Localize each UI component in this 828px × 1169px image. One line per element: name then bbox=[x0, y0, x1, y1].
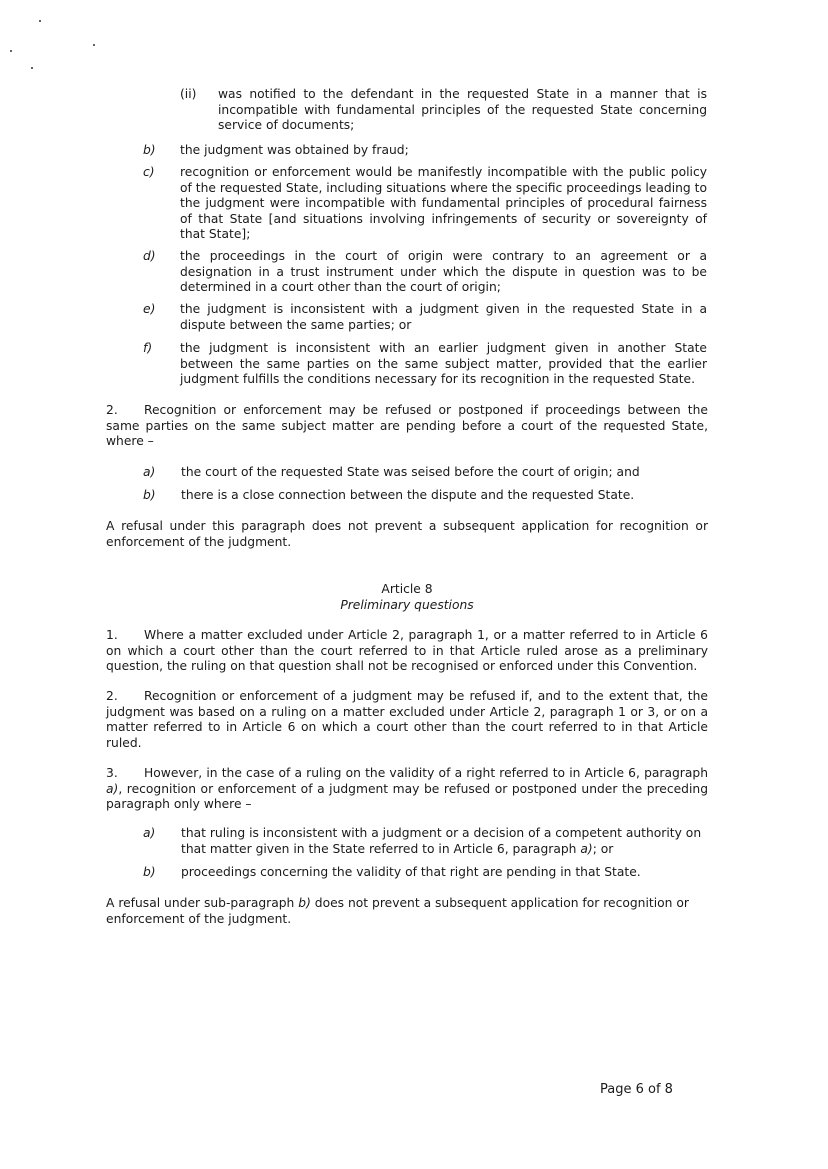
list-marker: b) bbox=[143, 488, 156, 502]
list-marker: f) bbox=[143, 341, 153, 355]
list-item-text: was notified to the defendant in the requested State in a manner that is incompatible with fundamental principles of the requested State concerning service of documents; bbox=[218, 87, 707, 132]
scan-speck bbox=[39, 20, 41, 22]
closing-text: does not prevent a subsequent application for recognition or enforcement of the judgment. bbox=[106, 896, 689, 926]
list-item-ii bbox=[180, 87, 707, 134]
scan-speck bbox=[31, 67, 33, 69]
closing-text: A refusal under sub-paragraph bbox=[106, 896, 299, 910]
article8-item-b bbox=[143, 865, 707, 881]
list-marker: e) bbox=[143, 302, 156, 316]
para2-item-a bbox=[143, 465, 707, 481]
article8-item-a bbox=[143, 826, 707, 857]
list-item-e bbox=[143, 302, 707, 333]
article8-paragraph-1 bbox=[106, 628, 708, 675]
paragraph-2 bbox=[106, 403, 708, 450]
article8-paragraph-3 bbox=[106, 766, 708, 813]
list-item-text-part: ; or bbox=[592, 841, 614, 856]
list-item-text bbox=[181, 826, 707, 857]
list-item-c bbox=[143, 165, 707, 243]
paragraph-text: Where a matter excluded under Article 2, paragraph 1, or a matter referred to in Article 6 on which a court other than the court referred to in that Article ruled arose as a preliminary question, the ruling on that question shall not be recognised or enforced under this Convention. bbox=[106, 628, 708, 673]
list-item-text-italic: a) bbox=[580, 841, 593, 856]
scan-speck bbox=[10, 50, 12, 52]
article8-closing bbox=[106, 896, 708, 927]
list-item-d bbox=[143, 249, 707, 296]
list-item-text: the judgment was obtained by fraud; bbox=[180, 143, 409, 157]
list-item-text: there is a close connection between the dispute and the requested State. bbox=[181, 488, 635, 502]
article-subheading: Preliminary questions bbox=[340, 598, 474, 612]
closing-text-italic: b) bbox=[298, 896, 311, 910]
paragraph-text: , recognition or enforcement of a judgment may be refused or postponed under the preceding paragraph only where – bbox=[106, 781, 708, 811]
article-heading: Article 8 bbox=[381, 582, 433, 596]
article8-paragraph-2 bbox=[106, 689, 708, 751]
list-item-f bbox=[143, 341, 707, 388]
scan-speck bbox=[93, 44, 95, 46]
list-item-text: the court of the requested State was seised before the court of origin; and bbox=[181, 465, 640, 479]
list-marker: c) bbox=[143, 165, 155, 179]
page-number: Page 6 of 8 bbox=[600, 1082, 673, 1097]
paragraph-text: Recognition or enforcement of a judgment may be refused if, and to the extent that, the judgment was based on a ruling on a matter excluded under Article 2, paragraph 1 or 3, or on a matter referred to in Article 6 on which a court other than the court referred to in that Article ruled. bbox=[106, 689, 708, 750]
paragraph-text: However, in the case of a ruling on the validity of a right referred to in Article 6, paragraph bbox=[144, 766, 708, 780]
list-item-text: the judgment is inconsistent with a judgment given in the requested State in a dispute between the same parties; or bbox=[180, 302, 707, 332]
list-marker: a) bbox=[143, 465, 156, 479]
paragraph-text: Recognition or enforcement may be refused or postponed if proceedings between the same parties on the same subject matter are pending before a court of the requested State, where – bbox=[106, 403, 708, 448]
list-marker: b) bbox=[143, 865, 156, 879]
paragraph-number: 2. bbox=[106, 403, 118, 417]
list-marker: d) bbox=[143, 249, 156, 263]
list-item-text: the judgment is inconsistent with an earlier judgment given in another State between the same parties on the same subject matter, provided that the earlier judgment fulfills the conditions necessary for its recognition in the requested State. bbox=[180, 341, 707, 386]
paragraph-number: 2. bbox=[106, 689, 118, 703]
list-item-text: proceedings concerning the validity of that right are pending in that State. bbox=[181, 865, 641, 879]
para2-item-b bbox=[143, 488, 707, 504]
list-marker: (ii) bbox=[180, 87, 197, 101]
paragraph-text-italic: a) bbox=[106, 781, 119, 796]
list-item-text-part: that ruling is inconsistent with a judgment or a decision of a competent authority on that matter given in the State referred to in Article 6, paragraph bbox=[181, 826, 702, 856]
para2-closing: A refusal under this paragraph does not prevent a subsequent application for recognition or enforcement of the judgment. bbox=[106, 519, 708, 549]
list-marker: b) bbox=[143, 143, 156, 157]
paragraph-number: 3. bbox=[106, 766, 118, 780]
list-item-text: the proceedings in the court of origin were contrary to an agreement or a designation in a trust instrument under which the dispute in question was to be determined in a court other than the court of origin; bbox=[180, 249, 707, 294]
list-item-b bbox=[143, 143, 707, 159]
list-marker: a) bbox=[143, 826, 156, 840]
list-item-text: recognition or enforcement would be manifestly incompatible with the public policy of the requested State, including situations where the specific proceedings leading to the judgment were incompatible with fundamental principles of procedural fairness of that State [and situations involving infringements of security or sovereignty of that State]; bbox=[180, 165, 707, 241]
paragraph-number: 1. bbox=[106, 628, 118, 642]
